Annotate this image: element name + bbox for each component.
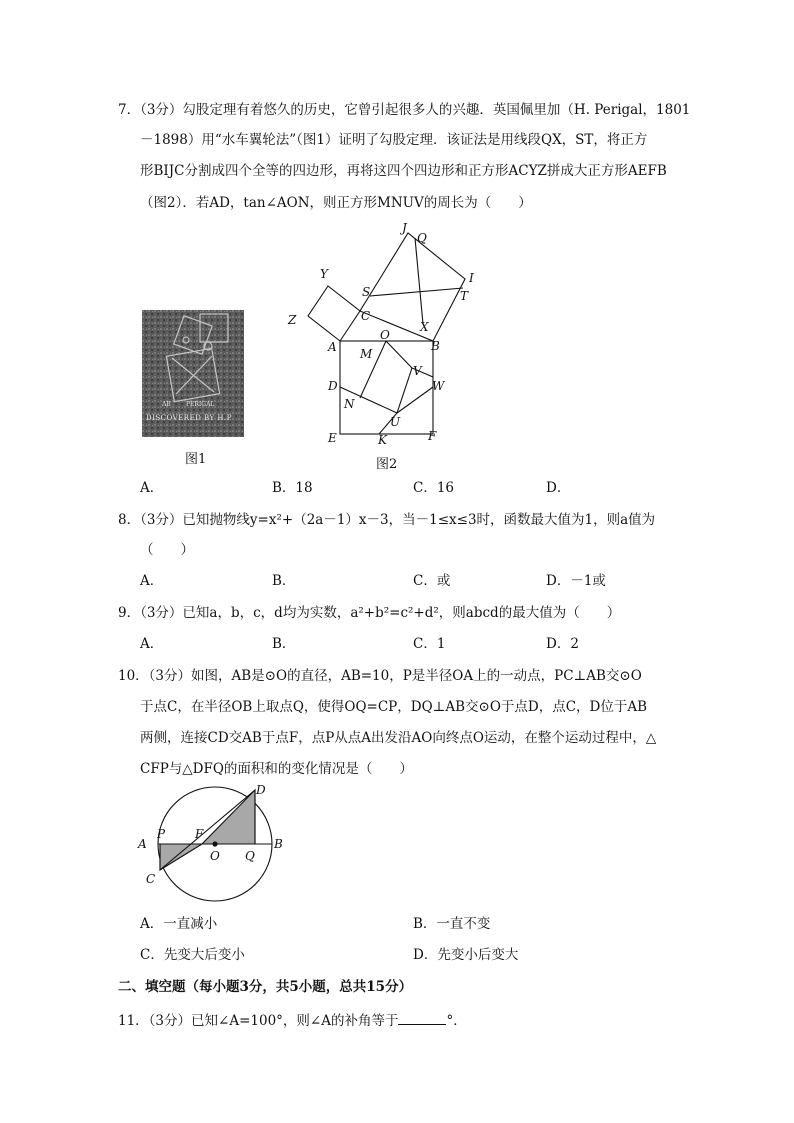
label-N: N [344, 397, 355, 411]
label-W: W [432, 379, 445, 393]
section-2-heading: 二、填空题（每小题3分，共5小题，总共15分） [118, 979, 413, 995]
q7-line-4: （图2）．若AD，tan∠AON，则正方形MNUV的周长为（ ） [140, 195, 532, 211]
q8-option-b[interactable]: B． [272, 573, 296, 589]
q10-label-Q: Q [245, 849, 255, 863]
q10-label-A: A [138, 837, 147, 851]
q9-line-1: 9．（3分）已知a，b，c，d均为实数，a²+b²=c²+d²，则abcd的最大值为（ ） [118, 605, 621, 621]
label-Q: Q [417, 231, 427, 245]
q11-answer-blank[interactable] [398, 1010, 446, 1025]
q11-text: 11．（3分）已知∠A=100°，则∠A的补角等于 [118, 1013, 399, 1029]
label-M: M [360, 347, 373, 361]
q7-option-b[interactable]: B．18 [272, 480, 313, 496]
label-T: T [460, 289, 469, 303]
perigal-dissection-diagram [280, 220, 480, 470]
q7-line-1: 7．（3分）勾股定理有着悠久的历史，它曾引起很多人的兴趣．英国佩里加（H. Perigal，1801 [118, 102, 691, 118]
q10-line-1: 10．（3分）如图，AB是⊙O的直径，AB=10，P是半径OA上的一动点，PC⊥AB交⊙O [118, 668, 642, 684]
q7-line-3: 形BIJC分割成四个全等的四边形，再将这四个四边形和正方形ACYZ拼成大正方形AEFB [140, 163, 667, 179]
figure-1-caption: 图1 [185, 452, 207, 467]
q10-figure [132, 780, 292, 905]
circle-diagram [132, 780, 292, 905]
q10-label-P: P [157, 827, 166, 841]
label-J: J [402, 221, 407, 235]
figure-2-caption: 图2 [376, 457, 398, 472]
q9-option-a[interactable]: A． [140, 636, 164, 652]
q10-label-O: O [210, 849, 220, 863]
q8-option-d[interactable]: D．－1或 [546, 573, 606, 589]
perigal-photo-image [142, 310, 244, 437]
figure-2 [280, 220, 480, 470]
label-B: B [431, 339, 440, 353]
label-Y: Y [320, 267, 328, 281]
q9-option-c[interactable]: C．1 [413, 636, 446, 652]
label-A: A [328, 340, 337, 354]
label-K: K [378, 433, 387, 447]
label-X: X [420, 320, 429, 334]
label-C: C [361, 309, 371, 323]
q9-option-d[interactable]: D．2 [546, 636, 579, 652]
q11-suffix: °． [446, 1013, 467, 1029]
label-E: E [328, 431, 337, 445]
q7-line-2: －1898）用“水车翼轮法”（图1）证明了勾股定理．该证法是用线段QX，ST，将正方 [140, 132, 648, 148]
q7-option-c[interactable]: C．16 [413, 480, 455, 496]
q10-option-c[interactable]: C．先变大后变小 [140, 947, 245, 963]
square-BIJC [360, 233, 465, 341]
label-I: I [469, 271, 474, 285]
q10-line-2: 于点C，在半径OB上取点Q，使得OQ=CP，DQ⊥AB交⊙O于点D，点C，D位于AB [140, 699, 648, 715]
label-D: D [328, 379, 338, 393]
q7-option-d[interactable]: D． [546, 480, 571, 496]
q8-line-1: 8．（3分）已知抛物线y=x²+（2a－1）x－3，当－1≤x≤3时，函数最大值为1，则a值为 [118, 512, 656, 528]
label-Z: Z [288, 313, 297, 327]
photo-text-1: AB [162, 401, 171, 408]
photo-text-3: DISCOVERED BY H.P [146, 414, 232, 422]
square-ACYZ [308, 286, 360, 341]
q9-option-b[interactable]: B． [272, 636, 296, 652]
q8-line-2: （ ） [140, 542, 194, 558]
q10-line-3: 两侧，连接CD交AB于点F，点P从点A出发沿AO向终点O运动，在整个运动过程中，△ [140, 730, 657, 746]
label-F: F [428, 429, 437, 443]
figure-1-photo [142, 310, 244, 437]
q7-option-a[interactable]: A． [140, 480, 164, 496]
q10-line-4: CFP与△DFQ的面积和的变化情况是（ ） [140, 761, 413, 777]
label-O: O [380, 328, 390, 342]
square-AEFB [340, 341, 433, 434]
q10-option-d[interactable]: D．先变小后变大 [413, 947, 519, 963]
q10-option-b[interactable]: B．一直不变 [413, 916, 491, 932]
q10-label-B: B [274, 837, 283, 851]
label-S: S [362, 285, 371, 299]
label-V: V [413, 364, 422, 378]
q10-label-D: D [256, 783, 266, 797]
q11-line [118, 1010, 467, 1031]
label-U: U [390, 415, 401, 429]
q10-option-a[interactable]: A．一直减小 [140, 916, 218, 932]
q8-option-c[interactable]: C．或 [413, 573, 451, 589]
photo-text-2: PERIGAL [186, 401, 215, 408]
q8-option-a[interactable]: A． [140, 573, 164, 589]
q10-label-C: C [146, 872, 156, 886]
q10-label-F: F [195, 827, 204, 841]
